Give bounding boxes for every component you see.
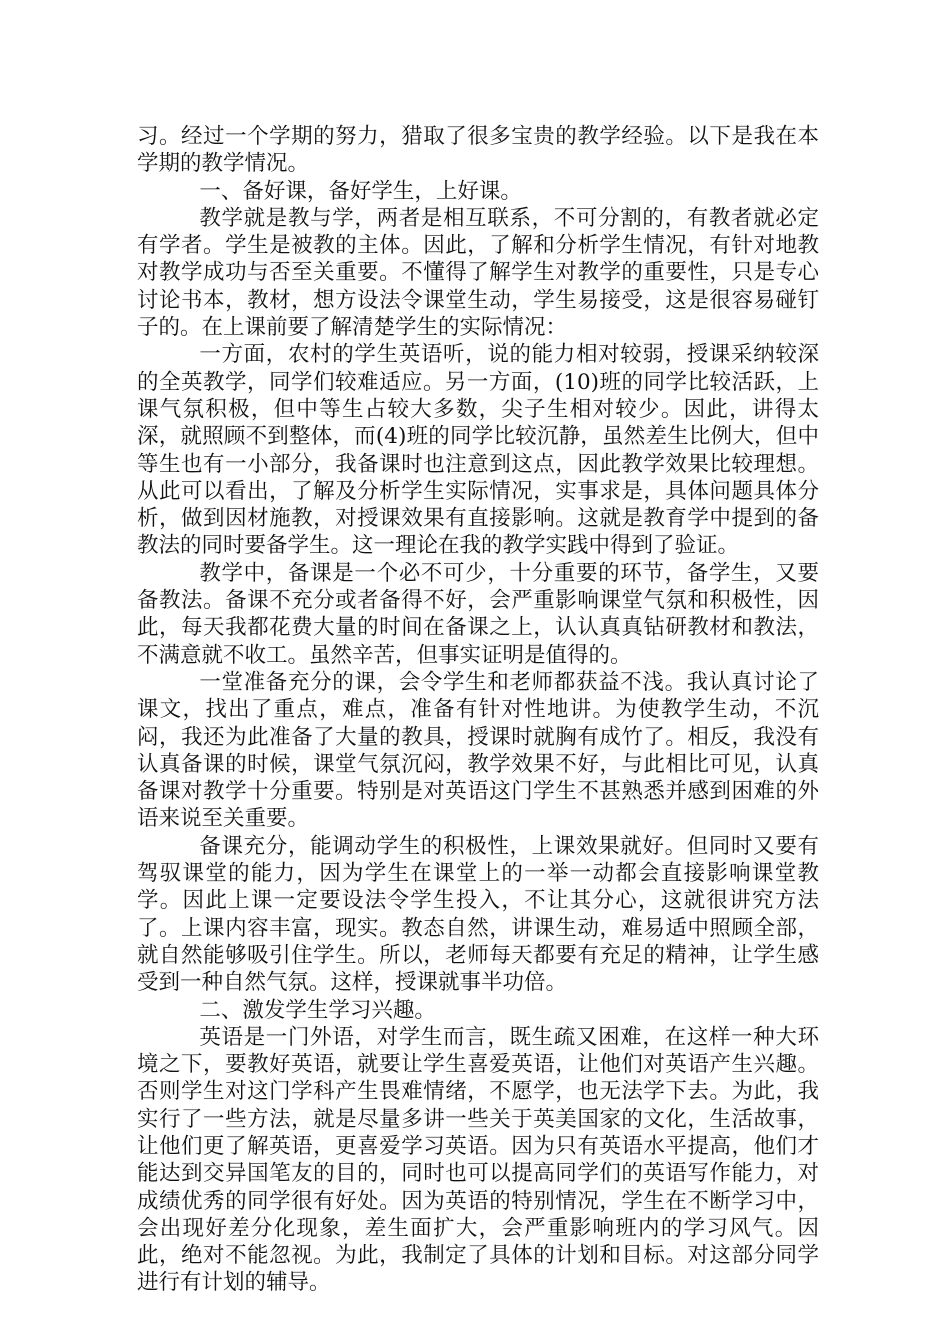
paragraph: 教学就是教与学，两者是相互联系，不可分割的，有教者就必定有学者。学生是被教的主体。因此，了解和分析学生情况，有针对地教对教学成功与否至关重要。不懂得了解学生对教学的重要性，只是专心讨论书本，教材，想方设法令课堂生动，学生易接受，这是很容易碰钉子的。在上课前要了解清楚学生的实际情况： [137, 205, 819, 341]
paragraph: 备课充分，能调动学生的积极性，上课效果就好。但同时又要有驾驭课堂的能力，因为学生在课堂上的一举一动都会直接影响课堂教学。因此上课一定要设法令学生投入，不让其分心，这就很讲究方法了。上课内容丰富，现实。教态自然，讲课生动，难易适中照顾全部，就自然能够吸引住学生。所以，老师每天都要有充足的精神，让学生感受到一种自然气氛。这样，授课就事半功倍。 [137, 833, 819, 996]
paragraph: 英语是一门外语，对学生而言，既生疏又困难，在这样一种大环境之下，要教好英语，就要让学生喜爱英语，让他们对英语产生兴趣。否则学生对这门学科产生畏难情绪，不愿学，也无法学下去。为此，我实行了一些方法，就是尽量多讲一些关于英美国家的文化，生活故事，让他们更了解英语，更喜爱学习英语。因为只有英语水平提高，他们才能达到交异国笔友的目的，同时也可以提高同学们的英语写作能力，对成绩优秀的同学很有好处。因为英语的特别情况，学生在不断学习中，会出现好差分化现象，差生面扩大，会严重影响班内的学习风气。因此，绝对不能忽视。为此，我制定了具体的计划和目标。对这部分同学进行有计划的辅导。 [137, 1024, 819, 1296]
paragraph: 一堂准备充分的课，会令学生和老师都获益不浅。我认真讨论了课文，找出了重点，难点，准备有针对性地讲。为使教学生动，不沉闷，我还为此准备了大量的教具，授课时就胸有成竹了。相反，我没有认真备课的时候，课堂气氛沉闷，教学效果不好，与此相比可见，认真备课对教学十分重要。特别是对英语这门学生不甚熟悉并感到困难的外语来说至关重要。 [137, 669, 819, 832]
paragraph: 一方面，农村的学生英语听，说的能力相对较弱，授课采纳较深的全英教学，同学们较难适应。另一方面，(10)班的同学比较活跃，上课气氛积极，但中等生占较大多数，尖子生相对较少。因此，讲得太深，就照顾不到整体，而(4)班的同学比较沉静，虽然差生比例大，但中等生也有一小部分，我备课时也注意到这点，因此教学效果比较理想。从此可以看出，了解及分析学生实际情况，实事求是，具体问题具体分析，做到因材施教，对授课效果有直接影响。这就是教育学中提到的备教法的同时要备学生。这一理论在我的教学实践中得到了验证。 [137, 342, 819, 559]
document-body [137, 123, 819, 1297]
paragraph: 习。经过一个学期的努力，猎取了很多宝贵的教学经验。以下是我在本学期的教学情况。 [137, 124, 819, 177]
paragraph: 教学中，备课是一个必不可少，十分重要的环节，备学生，又要备教法。备课不充分或者备得不好，会严重影响课堂气氛和积极性，因此，每天我都花费大量的时间在备课之上，认认真真钻研教材和教法，不满意就不收工。虽然辛苦，但事实证明是值得的。 [137, 560, 819, 668]
paragraph: 二、激发学生学习兴趣。 [199, 997, 436, 1023]
paragraph: 一、备好课，备好学生，上好课。 [199, 178, 522, 204]
